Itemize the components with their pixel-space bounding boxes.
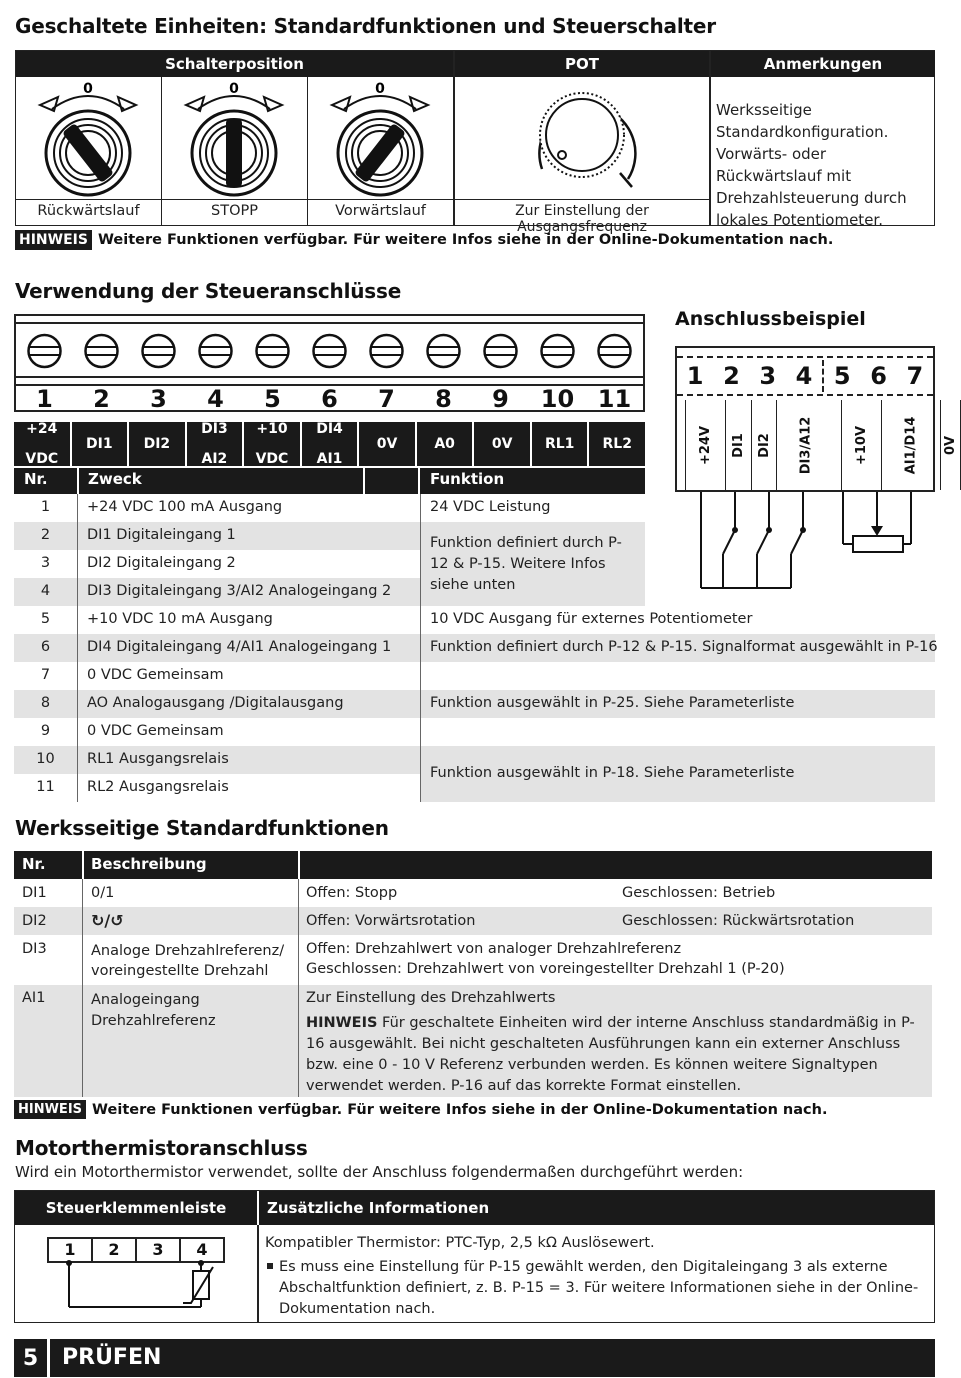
- default-closed-di1: Geschlossen: Betrieb: [622, 885, 776, 901]
- terminal-label: DI1: [72, 422, 128, 466]
- funktion-6: Funktion definiert durch P-12 & P-15. Signalformat ausgewählt in P-16: [430, 639, 938, 655]
- hinweis-row-2: [14, 1100, 827, 1119]
- example-terminal-number: 6: [870, 362, 887, 390]
- default-open-di3: Offen: Drehzahlwert von analoger Drehzahlreferenz: [306, 941, 682, 957]
- terminal-label: +10 VDC: [244, 422, 300, 466]
- terminal-number: 5: [264, 385, 281, 413]
- terminal-row-zweck: DI2 Digitaleingang 2: [87, 555, 236, 571]
- terminal-number: 11: [597, 385, 632, 413]
- terminal-row-nr: 4: [40, 583, 51, 599]
- terminal-row-zweck: DI4 Digitaleingang 4/AI1 Analogeingang 1: [87, 639, 392, 655]
- terminal-label: RL1: [532, 422, 588, 466]
- example-terminal-label: +24V: [698, 425, 714, 465]
- section-title-defaults: Werksseitige Standardfunktionen: [15, 816, 389, 840]
- terminal-row-zweck: 0 VDC Gemeinsam: [87, 667, 224, 683]
- terminal-screw: [257, 335, 289, 367]
- terminal-screw: [86, 335, 118, 367]
- terminal-label: 0V: [474, 422, 530, 466]
- default-nr-ai1: AI1: [22, 990, 46, 1006]
- header-nr-2: Nr.: [22, 855, 46, 873]
- notes-text: Werksseitige Standardkonfiguration. Vorwärts- oder Rückwärtslauf mit Drehzahlsteuerung durch lokales Potentiometer.: [716, 101, 907, 229]
- default-note-ai1: HINWEIS Für geschaltete Einheiten wird der interne Anschluss standardmäßig in P-16 ausgewählt. Bei nicht geschalteten Ausführungen kann ein externer Anschluss bzw. eine 0 - 10 V Referenz verbunden werden. Es können weitere Signaltypen verwendet werden. P-16 auf das korrekte Format einstellen.: [306, 1015, 915, 1094]
- header-nr: Nr.: [24, 470, 48, 488]
- thermistor-info: Kompatibler Thermistor: PTC-Typ, 2,5 kΩ Auslösewert.: [265, 1235, 655, 1251]
- rotation-icon: ↻/↺: [91, 911, 124, 930]
- terminal-row-zweck: RL2 Ausgangsrelais: [87, 779, 229, 795]
- example-terminal-label: +10V: [854, 425, 870, 465]
- terminal-screw: [200, 335, 232, 367]
- switch-stop-icon: [178, 79, 294, 197]
- terminal-screw: [143, 335, 175, 367]
- example-terminal-label: DI2: [756, 432, 772, 458]
- terminal-number: 1: [36, 385, 53, 413]
- terminal-row-nr: 1: [40, 499, 51, 515]
- terminal-label: DI3 AI2: [187, 422, 243, 466]
- terminal-row-nr: 8: [40, 695, 51, 711]
- default-nr-di2: DI2: [22, 913, 47, 929]
- terminal-number: 7: [378, 385, 395, 413]
- thermistor-terminal-number: 4: [179, 1239, 223, 1261]
- thermistor-terminal-number: 1: [64, 1240, 76, 1259]
- default-closed-di2: Geschlossen: Rückwärtsrotation: [622, 913, 855, 929]
- position-label-reverse: Rückwärtslauf: [37, 203, 140, 219]
- terminal-screws-icon: [16, 330, 643, 372]
- example-terminal-block: [675, 346, 958, 492]
- hinweis-row-1: [15, 230, 833, 250]
- header-zweck: Zweck: [88, 470, 142, 488]
- terminal-number: 9: [492, 385, 509, 413]
- terminal-screw: [599, 335, 631, 367]
- terminal-screw: [29, 335, 61, 367]
- section-title-thermistor: Motorthermistoranschluss: [15, 1136, 308, 1160]
- example-terminal-number: 2: [723, 362, 740, 390]
- example-terminal-number: 7: [906, 362, 924, 390]
- terminal-number: 3: [150, 385, 167, 413]
- thermistor-subtitle: Wird ein Motorthermistor verwendet, sollte der Anschluss folgendermaßen durchgeführt werden:: [15, 1163, 744, 1181]
- terminal-label-bar: [14, 422, 645, 466]
- hinweis-badge-2: HINWEIS: [14, 1100, 86, 1119]
- section-title-switched-units: Geschaltete Einheiten: Standardfunktionen und Steuerschalter: [15, 14, 716, 38]
- header-notes: Anmerkungen: [711, 51, 935, 77]
- footer-bar: [14, 1339, 935, 1377]
- hinweis-badge: HINWEIS: [15, 230, 92, 250]
- terminal-row-zweck: 0 VDC Gemeinsam: [87, 723, 224, 739]
- terminal-row-nr: 9: [40, 723, 51, 739]
- terminal-screw: [314, 335, 346, 367]
- hinweis-text: Weitere Funktionen verfügbar. Für weitere Infos siehe in der Online-Dokumentation nach.: [97, 232, 834, 248]
- default-open-di2: Offen: Vorwärtsrotation: [306, 913, 476, 929]
- thermistor-terminals: [47, 1237, 225, 1263]
- terminal-row-nr: 3: [40, 555, 51, 571]
- header-steuerklemmenleiste: Steuerklemmenleiste: [45, 1199, 227, 1217]
- terminal-number: 10: [540, 385, 575, 413]
- terminal-number: 6: [321, 385, 338, 413]
- example-terminal-label: AI1/D14: [903, 416, 919, 474]
- terminal-label: RL2: [589, 422, 645, 466]
- terminal-screw: [485, 335, 517, 367]
- header-zusatz: Zusätzliche Informationen: [267, 1199, 490, 1217]
- example-terminal-label: DI1: [730, 432, 746, 458]
- position-label-forward: Vorwärtslauf: [335, 203, 426, 219]
- default-nr-di3: DI3: [22, 941, 47, 957]
- terminal-screw: [428, 335, 460, 367]
- svg-text:0: 0: [375, 81, 385, 97]
- terminal-row-nr: 6: [40, 639, 51, 655]
- example-terminal-number: 1: [686, 362, 704, 390]
- terminal-row-nr: 11: [36, 779, 55, 795]
- thermistor-table: [14, 1190, 935, 1323]
- funktion-5: 10 VDC Ausgang für externes Potentiometer: [430, 611, 753, 627]
- terminal-label: 0V: [359, 422, 415, 466]
- example-terminal-number: 4: [795, 362, 813, 390]
- terminal-number: 2: [93, 385, 110, 413]
- example-wiring-icon: [675, 492, 935, 594]
- funktion-1: 24 VDC Leistung: [430, 499, 551, 515]
- example-terminal-label: 0V: [942, 435, 958, 455]
- svg-text:0: 0: [229, 81, 239, 97]
- default-desc-di1: 0/1: [91, 885, 115, 901]
- footer-title: PRÜFEN: [62, 1345, 162, 1370]
- terminal-label: DI2: [129, 422, 185, 466]
- terminal-row-zweck: RL1 Ausgangsrelais: [87, 751, 229, 767]
- terminal-number: 8: [435, 385, 452, 413]
- svg-text:0: 0: [83, 81, 93, 97]
- thermistor-terminal-number: 3: [135, 1239, 179, 1261]
- terminal-row-zweck: +10 VDC 10 mA Ausgang: [87, 611, 273, 627]
- example-terminal-number: 5: [822, 360, 860, 392]
- header-switch-position: Schalterposition: [16, 51, 453, 77]
- switch-reverse-icon: [32, 79, 148, 197]
- funktion-2-4: Funktion definiert durch P-12 & P-15. Weitere Infos siehe unten: [430, 535, 622, 593]
- default-line-ai1: Zur Einstellung des Drehzahlwerts: [306, 990, 556, 1006]
- example-title: Anschlussbeispiel: [675, 308, 866, 330]
- switch-forward-icon: [324, 79, 440, 197]
- terminal-label: DI4 AI1: [302, 422, 358, 466]
- terminal-strip: [14, 314, 645, 412]
- default-closed-di3: Geschlossen: Drehzahlwert von voreingestellter Drehzahl 1 (P-20): [306, 961, 785, 977]
- terminal-number: 4: [207, 385, 224, 413]
- header-pot: POT: [455, 51, 709, 77]
- terminal-screw: [371, 335, 403, 367]
- header-funktion: Funktion: [430, 470, 505, 488]
- terminal-row-zweck: DI1 Digitaleingang 1: [87, 527, 236, 543]
- header-beschreibung: Beschreibung: [91, 855, 207, 873]
- thermistor-terminal-number: 2: [91, 1239, 135, 1261]
- default-open-di1: Offen: Stopp: [306, 885, 398, 901]
- terminal-row-nr: 2: [40, 527, 51, 543]
- footer-number: 5: [14, 1339, 50, 1377]
- funktion-10-11: Funktion ausgewählt in P-18. Siehe Parameterliste: [430, 765, 795, 781]
- thermistor-bullet-1: Es muss eine Einstellung für P-15 gewählt werden, den Digitaleingang 3 als externe Abschaltfunktion definiert, z. B. P-15 = 3. Für weitere Informationen siehe in der Online-Dokumentation nach.: [265, 1257, 931, 1320]
- terminal-row-nr: 10: [36, 751, 55, 767]
- terminal-row-zweck: DI3 Digitaleingang 3/AI2 Analogeingang 2: [87, 583, 392, 599]
- example-terminal-number: 3: [759, 362, 777, 390]
- potentiometer-icon: [522, 83, 642, 195]
- terminal-row-nr: 7: [40, 667, 51, 683]
- terminal-label: A0: [417, 422, 473, 466]
- default-desc-ai1: Analogeingang Drehzahlreferenz: [91, 992, 216, 1029]
- terminal-row-zweck: AO Analogausgang /Digitalausgang: [87, 695, 344, 711]
- pot-label: Zur Einstellung der Ausgangsfrequenz: [515, 203, 649, 235]
- default-nr-di1: DI1: [22, 885, 47, 901]
- thermistor-wiring-icon: [47, 1261, 227, 1323]
- terminal-label: +24 VDC: [14, 422, 70, 466]
- terminal-row-zweck: +24 VDC 100 mA Ausgang: [87, 499, 283, 515]
- position-label-stop: STOPP: [211, 203, 258, 219]
- funktion-8: Funktion ausgewählt in P-25. Siehe Parameterliste: [430, 695, 795, 711]
- hinweis-text-2: Weitere Funktionen verfügbar. Für weitere Infos siehe in der Online-Dokumentation nach.: [92, 1101, 828, 1118]
- switch-table: [15, 50, 935, 235]
- section-title-terminals: Verwendung der Steueranschlüsse: [15, 279, 402, 303]
- example-terminal-label: DI3/A12: [798, 416, 814, 474]
- terminal-row-nr: 5: [40, 611, 51, 627]
- terminal-screw: [542, 335, 574, 367]
- default-desc-di3: Analoge Drehzahlreferenz/ voreingestellte Drehzahl: [91, 943, 285, 979]
